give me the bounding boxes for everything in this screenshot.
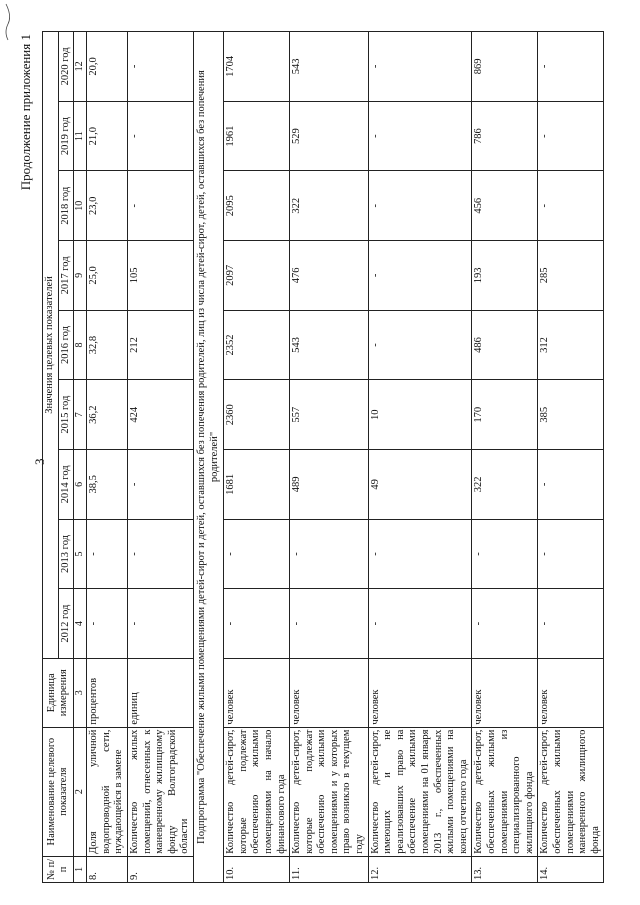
year-header: 2017 год <box>58 241 74 311</box>
indicator-unit: процентов <box>87 658 128 727</box>
header-name: Наименование целевого показателя <box>43 727 74 856</box>
column-number: 7 <box>74 380 87 450</box>
indicator-value: 2097 <box>224 241 290 311</box>
indicator-name: Количество детей-сирот, которые подлежат обеспечению жилыми помещениями на начало финансового года <box>224 727 290 856</box>
indicator-value: 105 <box>127 241 193 311</box>
indicator-value: 476 <box>290 241 369 311</box>
year-header: 2018 год <box>58 171 74 241</box>
indicator-value: 322 <box>472 450 538 520</box>
year-header: 2016 год <box>58 310 74 380</box>
indicator-unit: человек <box>290 658 369 727</box>
row-number: 14. <box>538 856 604 882</box>
row-number: 9. <box>127 856 193 882</box>
indicator-value: - <box>127 450 193 520</box>
year-header: 2014 год <box>58 450 74 520</box>
header-num: № п/п <box>43 856 74 882</box>
indicators-table <box>42 31 604 883</box>
indicator-value: - <box>538 519 604 589</box>
column-number: 8 <box>74 310 87 380</box>
indicator-unit: человек <box>224 658 290 727</box>
indicator-unit: человек <box>538 658 604 727</box>
indicator-value: 322 <box>290 171 369 241</box>
indicator-value: 38,5 <box>87 450 128 520</box>
indicator-value: - <box>290 589 369 659</box>
indicator-value: 486 <box>472 310 538 380</box>
column-number: 5 <box>74 519 87 589</box>
column-number: 4 <box>74 589 87 659</box>
indicator-value: - <box>127 32 193 102</box>
column-number: 10 <box>74 171 87 241</box>
indicator-value: - <box>87 589 128 659</box>
column-number-row <box>74 32 87 883</box>
signature-mark <box>2 2 12 42</box>
header-row <box>43 32 59 883</box>
indicator-value: 2095 <box>224 171 290 241</box>
indicator-value: 1681 <box>224 450 290 520</box>
indicator-name: Количество жилых помещений, отнесенных к маневренному жилищному фонду Волгоградской области <box>127 727 193 856</box>
indicator-value: - <box>368 310 472 380</box>
row-number: 8. <box>87 856 128 882</box>
indicator-value: 212 <box>127 310 193 380</box>
indicator-value: - <box>368 241 472 311</box>
indicator-value: - <box>224 589 290 659</box>
indicator-value: 170 <box>472 380 538 450</box>
header-unit: Единица измерения <box>43 658 74 727</box>
indicator-name: Количество детей-сирот, обеспеченных жилыми помещениями из специализированного жилищного фонда <box>472 727 538 856</box>
column-number: 6 <box>74 450 87 520</box>
indicator-unit: единиц <box>127 658 193 727</box>
indicator-value: 1961 <box>224 101 290 171</box>
indicator-value: 10 <box>368 380 472 450</box>
column-number: 12 <box>74 32 87 102</box>
indicator-value: - <box>368 101 472 171</box>
indicator-value: - <box>368 519 472 589</box>
indicator-value: 543 <box>290 32 369 102</box>
table-row <box>290 32 369 883</box>
indicator-unit: человек <box>472 658 538 727</box>
indicator-value: 786 <box>472 101 538 171</box>
subprogram-title: Подпрограмма "Обеспечение жилыми помещениями детей-сирот и детей, оставшихся без попечения родителей, лиц из числа детей-сирот, детей, оставшихся без попечения родителей" <box>193 32 223 883</box>
indicator-value: - <box>368 171 472 241</box>
indicator-value: - <box>368 32 472 102</box>
column-number: 1 <box>74 856 87 882</box>
row-number: 13. <box>472 856 538 882</box>
column-number: 2 <box>74 727 87 856</box>
year-header: 2013 год <box>58 519 74 589</box>
indicator-name: Количество детей-сирот, обеспеченных жилыми помещениями маневренного жилищного фонда <box>538 727 604 856</box>
table-row <box>127 32 193 883</box>
indicator-value: 32,8 <box>87 310 128 380</box>
table-row <box>224 32 290 883</box>
indicator-value: 543 <box>290 310 369 380</box>
indicator-value: 456 <box>472 171 538 241</box>
row-number: 11. <box>290 856 369 882</box>
indicator-value: 424 <box>127 380 193 450</box>
indicator-unit: человек <box>368 658 472 727</box>
indicator-value: 36,2 <box>87 380 128 450</box>
indicator-value: 1704 <box>224 32 290 102</box>
indicator-value: - <box>538 32 604 102</box>
indicator-value: 869 <box>472 32 538 102</box>
indicator-value: 385 <box>538 380 604 450</box>
indicator-value: - <box>472 519 538 589</box>
indicator-value: - <box>538 171 604 241</box>
indicator-value: 529 <box>290 101 369 171</box>
table-row <box>472 32 538 883</box>
indicator-value: - <box>127 171 193 241</box>
indicator-name: Количество детей-сирот, имеющих и не реализовавших право на обеспечение жилыми помещениями на 01 января 2013 г., обеспеченных жилыми помещениями на конец отчетного года <box>368 727 472 856</box>
indicator-value: - <box>290 519 369 589</box>
indicator-value: 489 <box>290 450 369 520</box>
column-number: 9 <box>74 241 87 311</box>
indicator-value: - <box>538 589 604 659</box>
indicator-value: 193 <box>472 241 538 311</box>
indicator-value: - <box>538 101 604 171</box>
indicator-value: 21,0 <box>87 101 128 171</box>
indicator-value: 557 <box>290 380 369 450</box>
header-values-group: Значения целевых показателей <box>43 32 59 659</box>
year-header: 2020 год <box>58 32 74 102</box>
row-number: 10. <box>224 856 290 882</box>
continuation-label: Продолжение приложения 1 <box>18 34 33 191</box>
indicator-value: 25,0 <box>87 241 128 311</box>
indicator-value: - <box>538 450 604 520</box>
indicator-value: - <box>127 101 193 171</box>
column-number: 11 <box>74 101 87 171</box>
indicator-value: 2352 <box>224 310 290 380</box>
page-number: 3 <box>32 458 47 465</box>
indicator-value: 20,0 <box>87 32 128 102</box>
year-header: 2012 год <box>58 589 74 659</box>
indicator-value: 23,0 <box>87 171 128 241</box>
year-header: 2019 год <box>58 101 74 171</box>
indicator-value: - <box>127 589 193 659</box>
table-row <box>368 32 472 883</box>
indicator-value: 312 <box>538 310 604 380</box>
indicator-value: - <box>224 519 290 589</box>
column-number: 3 <box>74 658 87 727</box>
indicator-value: 49 <box>368 450 472 520</box>
indicator-name: Количество детей-сирот, которые подлежат обеспечению жилыми помещениями и у которых право возникло в текущем году <box>290 727 369 856</box>
indicator-value: - <box>87 519 128 589</box>
indicator-value: - <box>472 589 538 659</box>
year-header: 2015 год <box>58 380 74 450</box>
indicator-value: - <box>127 519 193 589</box>
row-number: 12. <box>368 856 472 882</box>
indicator-value: - <box>368 589 472 659</box>
subprogram-row <box>193 32 223 883</box>
indicator-name: Доля уличной водопроводной сети, нуждающейся в замене <box>87 727 128 856</box>
indicator-value: 2360 <box>224 380 290 450</box>
table-row <box>87 32 128 883</box>
table-row <box>538 32 604 883</box>
indicator-value: 285 <box>538 241 604 311</box>
